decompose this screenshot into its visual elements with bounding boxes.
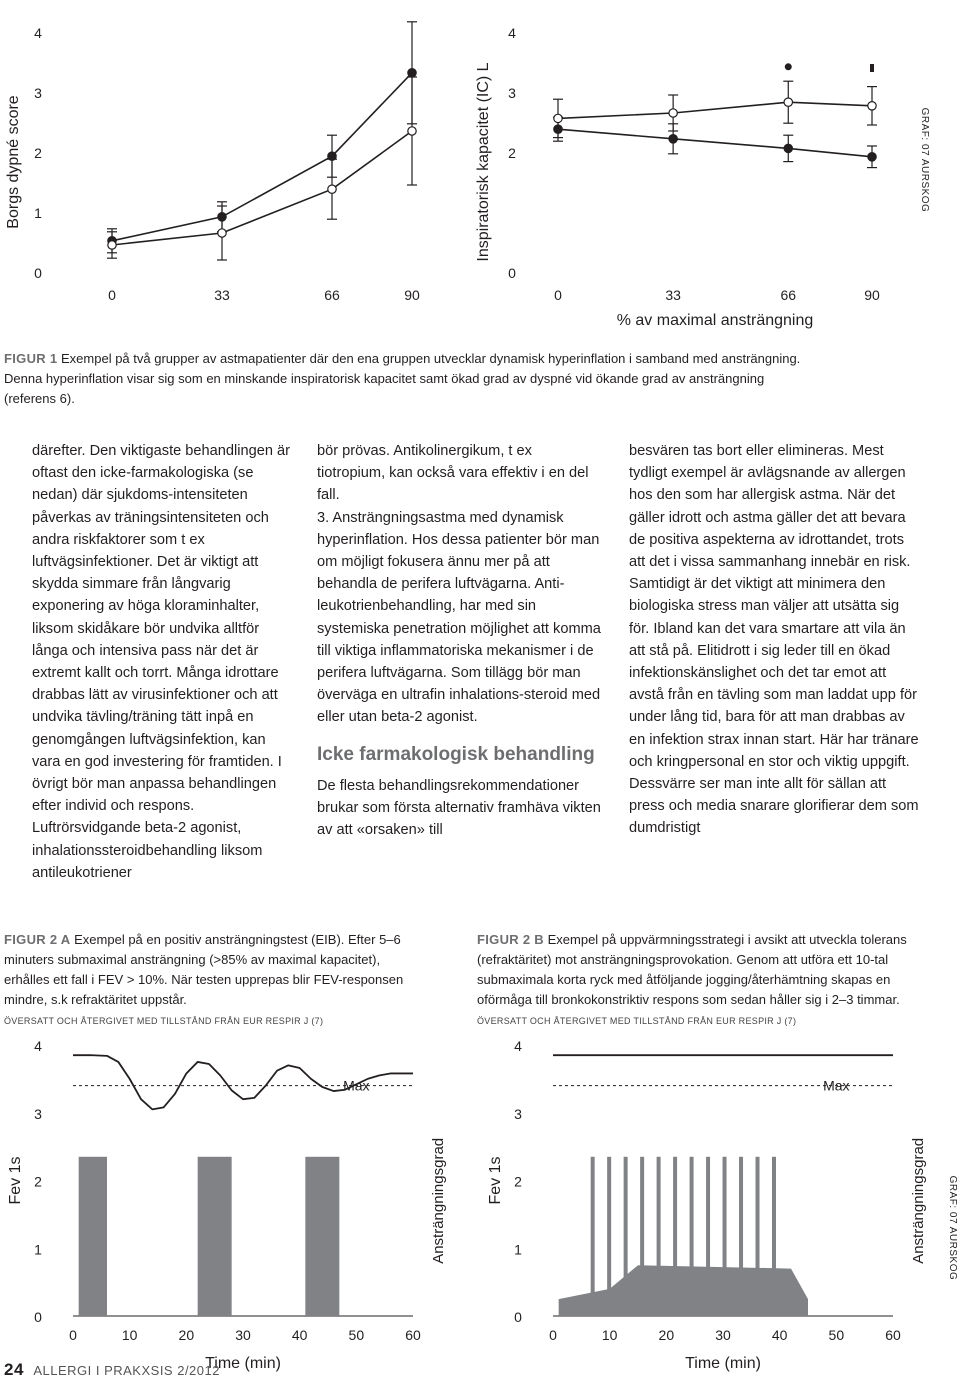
page-number: 24 bbox=[4, 1360, 24, 1379]
fig1-panel2-xtick: 33 bbox=[665, 287, 681, 303]
fig2b-xtick: 30 bbox=[715, 1327, 731, 1343]
fig2b-ytick: 1 bbox=[514, 1241, 522, 1258]
fig2b-xtick: 20 bbox=[658, 1327, 675, 1343]
fig2a-xtick: 30 bbox=[235, 1327, 251, 1343]
fig2b-ylabel2: Ansträngningsgrad bbox=[910, 1137, 927, 1264]
fig2b-ytick: 3 bbox=[514, 1105, 522, 1122]
fig2a-ytick: 4 bbox=[34, 1038, 42, 1054]
fig2a-exercise-bar bbox=[198, 1157, 232, 1316]
fig1-xlabel: % av maximal ansträngning bbox=[616, 312, 814, 329]
fig2b-spike bbox=[756, 1157, 760, 1296]
fig1-panel2-ytick: 3 bbox=[508, 85, 516, 101]
fig2b-spike bbox=[624, 1157, 628, 1296]
fig2b-max-label: Max bbox=[823, 1077, 850, 1094]
fig1-credit: GRAF: 07 AURSKOG bbox=[919, 107, 930, 213]
text-column-3 bbox=[629, 440, 919, 840]
fig2a-max-label: Max bbox=[343, 1077, 370, 1094]
figure-2b-text: Exempel på uppvärmningsstrategi i avsikt att utveckla tolerans (refraktäritet) mot ansträngningsprovokation. Genom att utföra ett 10-tal submaximala korta ryck med åtföljande jogging/återhämtning skapas en oförmåga till bronkokonstriktiv respons som sedan håller sig i 2–3 timmar. bbox=[477, 932, 907, 1007]
fig2b-spike bbox=[673, 1157, 677, 1296]
figure-1-label: FIGUR 1 bbox=[4, 351, 58, 366]
fig1-panel2-series1-point bbox=[669, 135, 677, 143]
column-2-text-a: bör prövas. Antikolinergikum, t ex tiotropium, kan också vara effektiv i en del fall. bbox=[317, 443, 589, 504]
fig1-significance-dot bbox=[785, 63, 792, 70]
fig2b-xtick: 40 bbox=[771, 1327, 788, 1343]
fig1-panel1-series2-point bbox=[218, 229, 226, 237]
fig2b-xtick: 50 bbox=[828, 1327, 845, 1343]
page-footer bbox=[4, 1360, 220, 1380]
fig2b-credit: GRAF: 07 AURSKOG bbox=[947, 1175, 958, 1281]
fig2a-ytick: 2 bbox=[34, 1173, 42, 1190]
fig2a-xtick: 40 bbox=[291, 1327, 308, 1343]
fig2b-xlabel: Time (min) bbox=[685, 1355, 761, 1372]
fig2b-spike bbox=[640, 1157, 644, 1296]
fig1-panel1-xtick: 33 bbox=[214, 287, 230, 303]
fig2b-spike bbox=[657, 1157, 661, 1296]
fig1-panel1-ytick: 4 bbox=[34, 25, 42, 41]
fig1-panel2-series2-point bbox=[868, 102, 876, 110]
column-2-text-c: De flesta behandlingsrekommendationer brukar som första alternativ framhäva vikten av att «orsaken» till bbox=[317, 777, 601, 839]
fig2b-ytick: 4 bbox=[514, 1038, 522, 1054]
figure-1-text: Exempel på två grupper av astmapatienter där den ena gruppen utvecklar dynamisk hyperinflation i samband med ansträngning. Denna hyperinflation visar sig som en minskande inspiratorisk kapacitet samt ökad grad av dyspné vid ökande grad av ansträngning (referens 6). bbox=[4, 351, 801, 406]
figure-2a-chart bbox=[0, 1025, 480, 1380]
fig2a-exercise-bar bbox=[305, 1157, 339, 1316]
fig1-panel2-series1-line bbox=[558, 129, 872, 157]
fig2a-xtick: 0 bbox=[69, 1327, 77, 1343]
text-column-1 bbox=[32, 440, 294, 884]
fig1-panel2-ytick: 2 bbox=[508, 145, 516, 161]
fig1-panel2-ylabel: Inspiratorisk kapacitet (IC) L bbox=[475, 62, 492, 262]
figure-2b-caption bbox=[477, 930, 937, 1031]
fig2b-xtick: 0 bbox=[549, 1327, 557, 1343]
fig1-panel2-series2-point bbox=[669, 109, 677, 117]
fig1-panel2-xtick: 0 bbox=[554, 287, 562, 303]
fig2a-ytick: 0 bbox=[34, 1309, 42, 1325]
fig2b-ytick: 0 bbox=[514, 1309, 522, 1325]
fig2a-ylabel: Fev 1s bbox=[7, 1156, 24, 1205]
fig1-panel1-ylabel: Borgs dypné score bbox=[5, 95, 22, 229]
fig1-panel1-ytick: 3 bbox=[34, 85, 42, 101]
fig1-panel2-ytick: 4 bbox=[508, 25, 516, 41]
fig2a-ytick: 1 bbox=[34, 1241, 42, 1258]
fig1-panel1-series1-point bbox=[218, 213, 226, 221]
fig1-panel1-xtick: 0 bbox=[108, 287, 116, 303]
fig1-panel2-series2-line bbox=[558, 102, 872, 118]
text-column-2 bbox=[317, 440, 602, 841]
figure-1-caption bbox=[4, 349, 804, 409]
fig1-panel1-series2-point bbox=[408, 127, 416, 135]
fig2a-xtick: 50 bbox=[348, 1327, 365, 1343]
fig2a-xtick: 60 bbox=[405, 1327, 421, 1343]
fig2b-spike bbox=[723, 1157, 727, 1296]
column-1-text: därefter. Den viktigaste behandlingen är oftast den icke-farmakologiska (se nedan) där sjukdoms-intensiteten påverkas av träningsintensiteten och andra riskfaktorer som t ex luftvägsinfektioner. Det är viktigt att skydda simmare från långvarig exponering av höga kloraminhalter, liksom skidåkare bör undvika alltför långa och intensiva pass när det är extremt kallt och torrt. Många idrottare drabbas lätt av virusinfektioner och att undvika tävling/träning tätt inpå en genomgången luftvägsinfektion, kan vara en god investering för framtiden. I övrigt bör man anpassa behandlingen efter individ och respons. Luftrörsvidgande beta-2 agonist, inhalationssteroidbehandling liksom antileukotriener bbox=[32, 443, 290, 881]
figure-2b-label: FIGUR 2 B bbox=[477, 932, 544, 947]
figure-2a-text: Exempel på en positiv ansträngningstest (EIB). Efter 5–6 minuters submaximal ansträngning (>85% av maximal kapacitet), erhålles ett fall i FEV > 10%. När testen upprepas blir FEV-responsen mindre, s.k refraktäritet uppstår. bbox=[4, 932, 404, 1007]
fig1-panel2-series1-point bbox=[784, 144, 792, 152]
fig1-panel1-ytick: 0 bbox=[34, 265, 42, 281]
fig1-panel1-series1-point bbox=[328, 152, 336, 160]
fig2b-xtick: 10 bbox=[601, 1327, 618, 1343]
fig2a-xlabel: Time (min) bbox=[205, 1355, 281, 1372]
column-2-text-b: 3. Ansträngningsastma med dynamisk hyperinflation. Hos dessa patienter bör man om möjligt fokusera ännu mer på att behandla de perifera luftvägarna. Anti-leukotrienbehandling, har med sin systemiska penetration möjlighet att komma till viktiga inflammatoriska mekanismer i de perifera luftvägarna. Som tillägg bör man överväga en ultrafin inhalations-steroid med eller utan beta-2 agonist. bbox=[317, 509, 601, 726]
fig2b-spike bbox=[690, 1157, 694, 1296]
fig1-panel1-series2-line bbox=[112, 131, 412, 245]
fig1-panel1-series1-point bbox=[408, 69, 416, 77]
fig2b-spike bbox=[607, 1157, 611, 1296]
fig1-panel1-xtick: 90 bbox=[404, 287, 420, 303]
fig1-panel1-series2-point bbox=[108, 241, 116, 249]
fig2b-base-area bbox=[559, 1265, 808, 1316]
column-3-text: besvären tas bort eller elimineras. Mest tydligt exempel är avlägsnande av allergen hos den som har allergisk astma. När det gäller idrott och astma gäller det att bevara de positiva aspekterna av idrottandet, trots att det i vissa sammanhang innebär en risk. Samtidigt är det viktigt att minimera den biologiska stress man väljer att utsätta sig för. Ibland kan det vara smartare att vila än att stå på. Elitidrott i sig leder till en ökad infektionskänslighet och det tar emot att avstå från en tävling som man laddat upp för under lång tid, bara för att man drabbas av en infektion strax innan start. Här har tränare och kringpersonal en stor och viktig uppgift. Dessvärre ser man inte allt för sällan att press och media snarare glorifierar dem som dumdristigt bbox=[629, 443, 919, 837]
figure-2a-source: ÖVERSATT OCH ÅTERGIVET MED TILLSTÅND FRÅN EUR RESPIR J (7) bbox=[4, 1016, 324, 1026]
fig1-panel2-series2-point bbox=[554, 114, 562, 122]
fig1-panel2-series1-point bbox=[554, 125, 562, 133]
fig1-significance-square bbox=[870, 64, 874, 72]
figure-2a-caption bbox=[4, 930, 414, 1031]
fig2b-spike bbox=[591, 1157, 595, 1296]
figure-2a-label: FIGUR 2 A bbox=[4, 932, 71, 947]
fig1-panel1-xtick: 66 bbox=[324, 287, 340, 303]
fig2a-ylabel2: Ansträngningsgrad bbox=[430, 1137, 447, 1264]
fig1-panel2-ytick: 0 bbox=[508, 265, 516, 281]
fig2a-exercise-bar bbox=[79, 1157, 107, 1316]
figure-2b-chart bbox=[480, 1025, 960, 1380]
fig2b-ylabel: Fev 1s bbox=[487, 1156, 504, 1205]
fig1-panel2-xtick: 66 bbox=[780, 287, 797, 303]
fig2b-spike bbox=[772, 1157, 776, 1296]
fig1-panel2-series2-point bbox=[784, 98, 792, 106]
fig1-panel2-series1-point bbox=[868, 153, 876, 161]
fig2b-spike bbox=[706, 1157, 710, 1296]
section-heading: Icke farmakologisk behandling bbox=[317, 743, 595, 765]
fig2a-xtick: 10 bbox=[121, 1327, 138, 1343]
fig1-panel1-ytick: 1 bbox=[34, 205, 42, 221]
fig2b-xtick: 60 bbox=[885, 1327, 901, 1343]
fig1-panel1-series2-point bbox=[328, 185, 336, 193]
fig2a-ytick: 3 bbox=[34, 1105, 42, 1122]
fig1-panel2-xtick: 90 bbox=[864, 287, 880, 303]
figure-1-chart bbox=[0, 0, 960, 330]
fig1-panel1-series1-line bbox=[112, 73, 412, 241]
fig2b-spike bbox=[739, 1157, 743, 1296]
figure-2b-source: ÖVERSATT OCH ÅTERGIVET MED TILLSTÅND FRÅN EUR RESPIR J (7) bbox=[477, 1016, 797, 1026]
fig2a-fev-line bbox=[73, 1055, 413, 1109]
fig1-panel1-ytick: 2 bbox=[34, 145, 42, 161]
fig2b-ytick: 2 bbox=[514, 1173, 522, 1190]
publication-name: ALLERGI I PRAKXSIS 2/2012 bbox=[33, 1363, 220, 1378]
fig2a-xtick: 20 bbox=[178, 1327, 195, 1343]
